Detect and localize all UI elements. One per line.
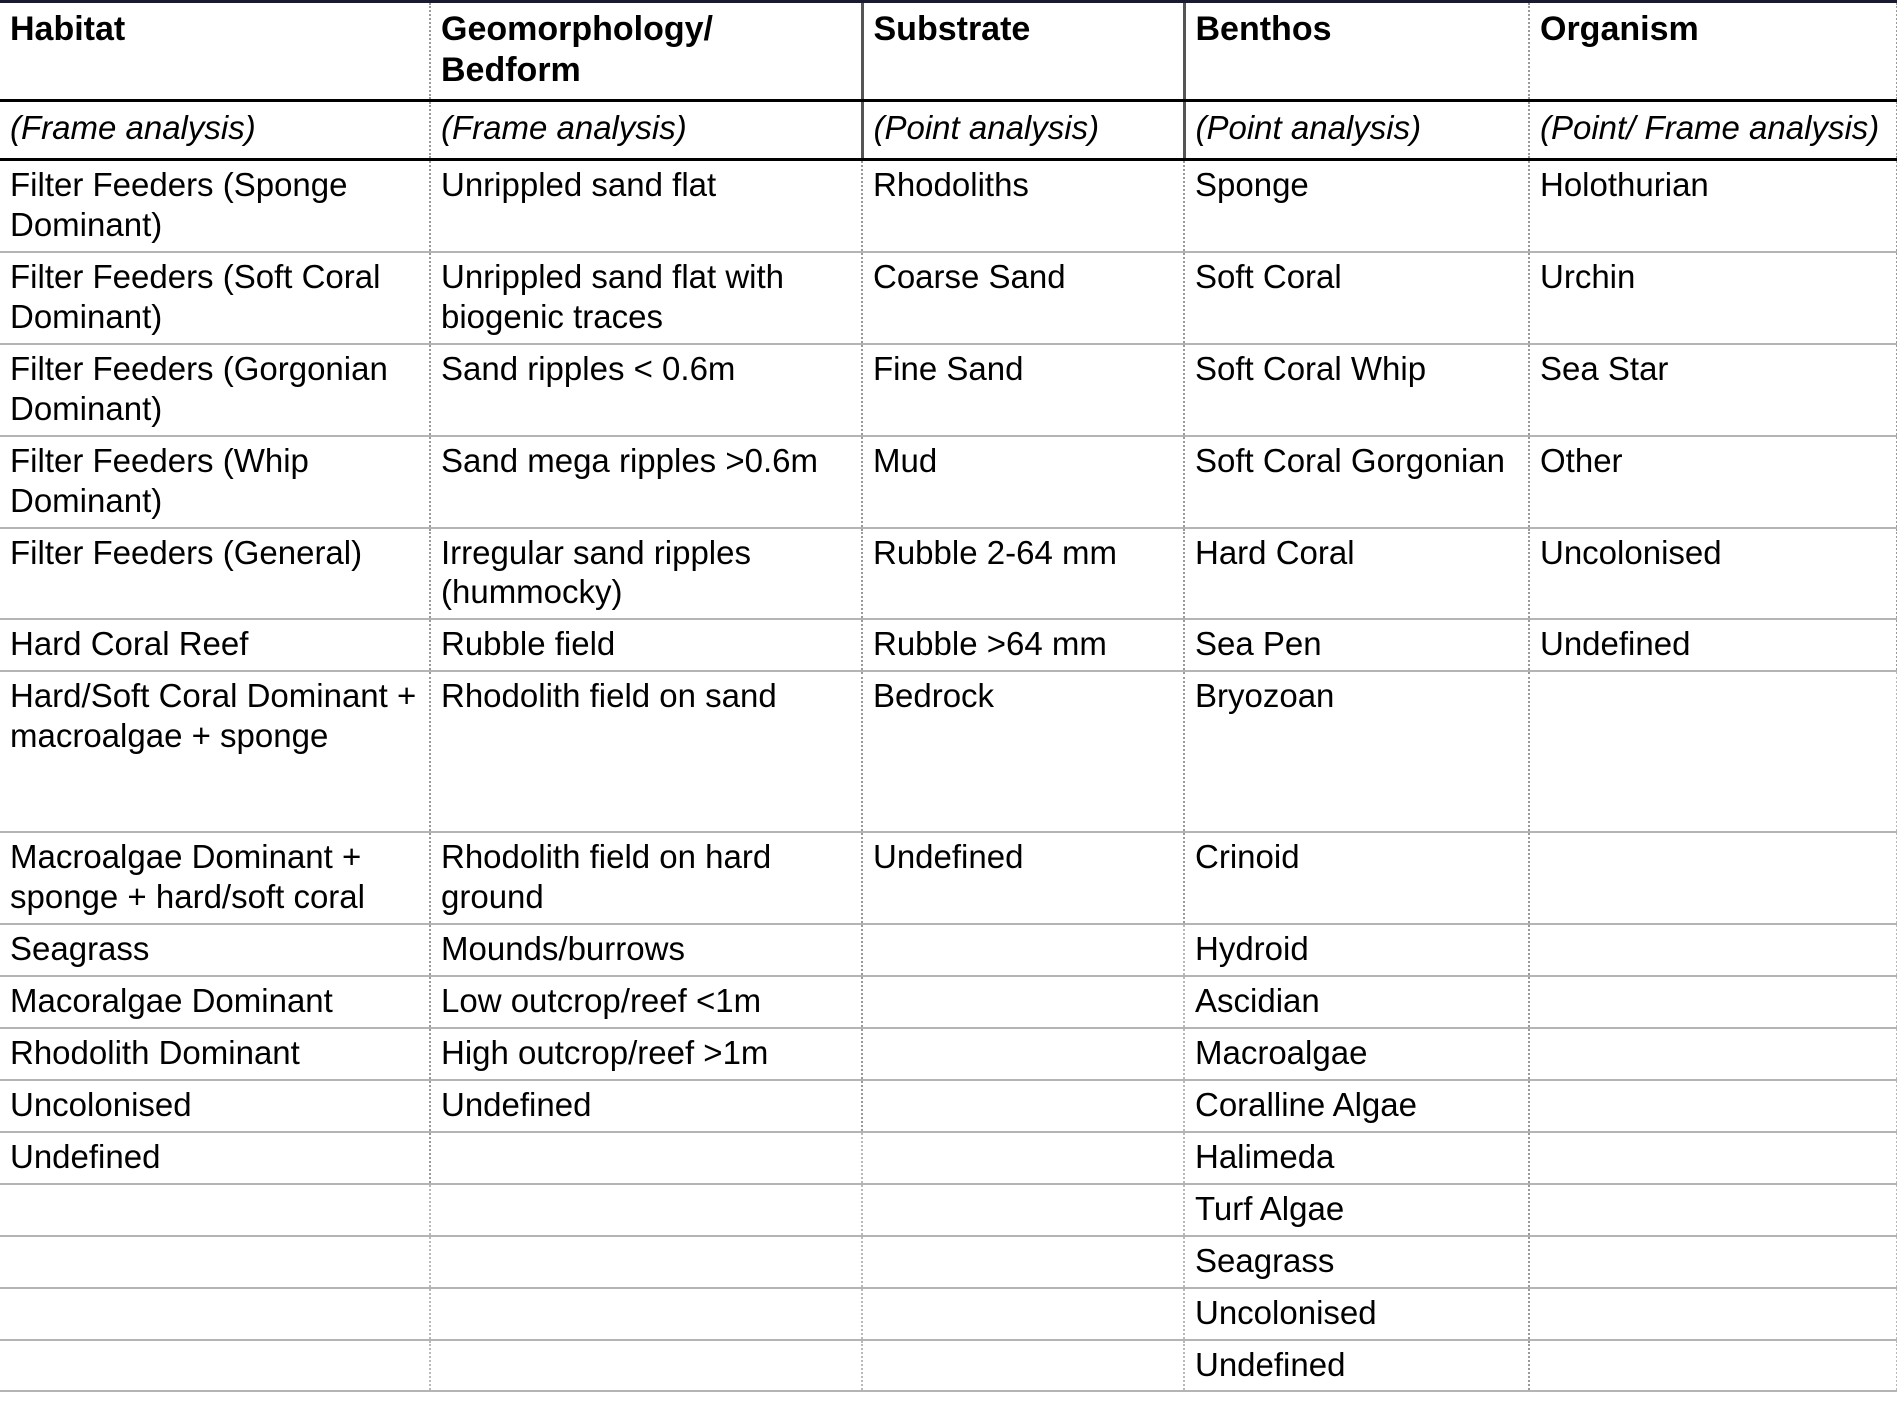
analysis-type-benthos: (Point analysis) (1184, 101, 1529, 160)
analysis-type-organism: (Point/ Frame analysis) (1529, 101, 1897, 160)
cell-organism (1529, 1236, 1897, 1288)
cell-benthos: Hydroid (1184, 924, 1529, 976)
cell-geomorphology: Unrippled sand flat (430, 160, 862, 252)
cell-geomorphology: Mounds/burrows (430, 924, 862, 976)
table-row (0, 924, 1897, 976)
cell-geomorphology: Rhodolith field on sand (430, 671, 862, 832)
cell-substrate (862, 1028, 1184, 1080)
table-row (0, 1028, 1897, 1080)
cell-geomorphology: Sand mega ripples >0.6m (430, 436, 862, 528)
cell-benthos: Coralline Algae (1184, 1080, 1529, 1132)
habitat-classification-table (0, 3, 1897, 1392)
cell-habitat: Filter Feeders (Gorgonian Dominant) (0, 344, 430, 436)
table-row (0, 1236, 1897, 1288)
cell-organism: Urchin (1529, 252, 1897, 344)
analysis-type-habitat: (Frame analysis) (0, 101, 430, 160)
cell-habitat: Filter Feeders (Whip Dominant) (0, 436, 430, 528)
cell-habitat: Rhodolith Dominant (0, 1028, 430, 1080)
table-row (0, 619, 1897, 671)
cell-benthos: Sponge (1184, 160, 1529, 252)
cell-substrate (862, 1340, 1184, 1392)
column-header-substrate: Substrate (862, 3, 1184, 101)
table-row (0, 252, 1897, 344)
cell-benthos: Ascidian (1184, 976, 1529, 1028)
cell-substrate (862, 1080, 1184, 1132)
cell-geomorphology (430, 1184, 862, 1236)
column-header-organism: Organism (1529, 3, 1897, 101)
cell-substrate (862, 924, 1184, 976)
cell-substrate: Mud (862, 436, 1184, 528)
cell-substrate: Fine Sand (862, 344, 1184, 436)
cell-organism: Uncolonised (1529, 528, 1897, 620)
table-row (0, 1288, 1897, 1340)
cell-benthos: Undefined (1184, 1340, 1529, 1392)
cell-substrate: Bedrock (862, 671, 1184, 832)
cell-organism (1529, 1340, 1897, 1392)
cell-geomorphology: Undefined (430, 1080, 862, 1132)
cell-benthos: Halimeda (1184, 1132, 1529, 1184)
column-header-habitat: Habitat (0, 3, 430, 101)
cell-organism (1529, 1184, 1897, 1236)
cell-substrate: Coarse Sand (862, 252, 1184, 344)
cell-habitat (0, 1340, 430, 1392)
cell-benthos: Turf Algae (1184, 1184, 1529, 1236)
cell-organism: Undefined (1529, 619, 1897, 671)
table-row (0, 1340, 1897, 1392)
cell-substrate (862, 976, 1184, 1028)
cell-habitat: Macroalgae Dominant + sponge + hard/soft coral (0, 832, 430, 924)
table-row (0, 1132, 1897, 1184)
cell-organism (1529, 976, 1897, 1028)
cell-habitat: Macoralgae Dominant (0, 976, 430, 1028)
cell-benthos: Bryozoan (1184, 671, 1529, 832)
cell-geomorphology (430, 1340, 862, 1392)
cell-organism (1529, 832, 1897, 924)
cell-organism (1529, 671, 1897, 832)
cell-substrate: Rubble >64 mm (862, 619, 1184, 671)
cell-substrate: Undefined (862, 832, 1184, 924)
cell-substrate (862, 1288, 1184, 1340)
table-row (0, 832, 1897, 924)
cell-benthos: Hard Coral (1184, 528, 1529, 620)
cell-substrate (862, 1236, 1184, 1288)
cell-substrate: Rubble 2-64 mm (862, 528, 1184, 620)
cell-benthos: Soft Coral Whip (1184, 344, 1529, 436)
cell-habitat (0, 1184, 430, 1236)
cell-organism (1529, 1132, 1897, 1184)
cell-habitat: Filter Feeders (Sponge Dominant) (0, 160, 430, 252)
cell-benthos: Crinoid (1184, 832, 1529, 924)
cell-geomorphology: High outcrop/reef >1m (430, 1028, 862, 1080)
analysis-type-geomorphology: (Frame analysis) (430, 101, 862, 160)
analysis-type-row (0, 101, 1897, 160)
cell-benthos: Soft Coral Gorgonian (1184, 436, 1529, 528)
cell-geomorphology: Rubble field (430, 619, 862, 671)
cell-habitat: Filter Feeders (General) (0, 528, 430, 620)
cell-organism: Holothurian (1529, 160, 1897, 252)
cell-organism (1529, 1028, 1897, 1080)
analysis-type-substrate: (Point analysis) (862, 101, 1184, 160)
table-header-row (0, 3, 1897, 101)
cell-benthos: Seagrass (1184, 1236, 1529, 1288)
cell-geomorphology (430, 1236, 862, 1288)
cell-benthos: Soft Coral (1184, 252, 1529, 344)
cell-organism: Sea Star (1529, 344, 1897, 436)
cell-substrate: Rhodoliths (862, 160, 1184, 252)
table-row (0, 671, 1897, 832)
table-row (0, 160, 1897, 252)
table-row (0, 976, 1897, 1028)
cell-organism (1529, 1288, 1897, 1340)
cell-habitat: Filter Feeders (Soft Coral Dominant) (0, 252, 430, 344)
cell-geomorphology: Unrippled sand flat with biogenic traces (430, 252, 862, 344)
table-row (0, 528, 1897, 620)
cell-geomorphology (430, 1288, 862, 1340)
cell-substrate (862, 1132, 1184, 1184)
cell-geomorphology: Irregular sand ripples (hummocky) (430, 528, 862, 620)
cell-geomorphology: Rhodolith field on hard ground (430, 832, 862, 924)
cell-habitat (0, 1288, 430, 1340)
column-header-geomorphology: Geomorphology/ Bedform (430, 3, 862, 101)
cell-habitat: Hard/Soft Coral Dominant + macroalgae + sponge (0, 671, 430, 832)
cell-habitat: Seagrass (0, 924, 430, 976)
table-row (0, 1184, 1897, 1236)
table-row (0, 436, 1897, 528)
column-header-benthos: Benthos (1184, 3, 1529, 101)
cell-organism (1529, 1080, 1897, 1132)
cell-substrate (862, 1184, 1184, 1236)
cell-organism (1529, 924, 1897, 976)
cell-habitat: Undefined (0, 1132, 430, 1184)
cell-benthos: Uncolonised (1184, 1288, 1529, 1340)
table-row (0, 344, 1897, 436)
cell-geomorphology: Sand ripples < 0.6m (430, 344, 862, 436)
cell-benthos: Macroalgae (1184, 1028, 1529, 1080)
table-row (0, 1080, 1897, 1132)
cell-organism: Other (1529, 436, 1897, 528)
cell-habitat: Uncolonised (0, 1080, 430, 1132)
cell-benthos: Sea Pen (1184, 619, 1529, 671)
cell-geomorphology: Low outcrop/reef <1m (430, 976, 862, 1028)
cell-habitat (0, 1236, 430, 1288)
cell-geomorphology (430, 1132, 862, 1184)
cell-habitat: Hard Coral Reef (0, 619, 430, 671)
